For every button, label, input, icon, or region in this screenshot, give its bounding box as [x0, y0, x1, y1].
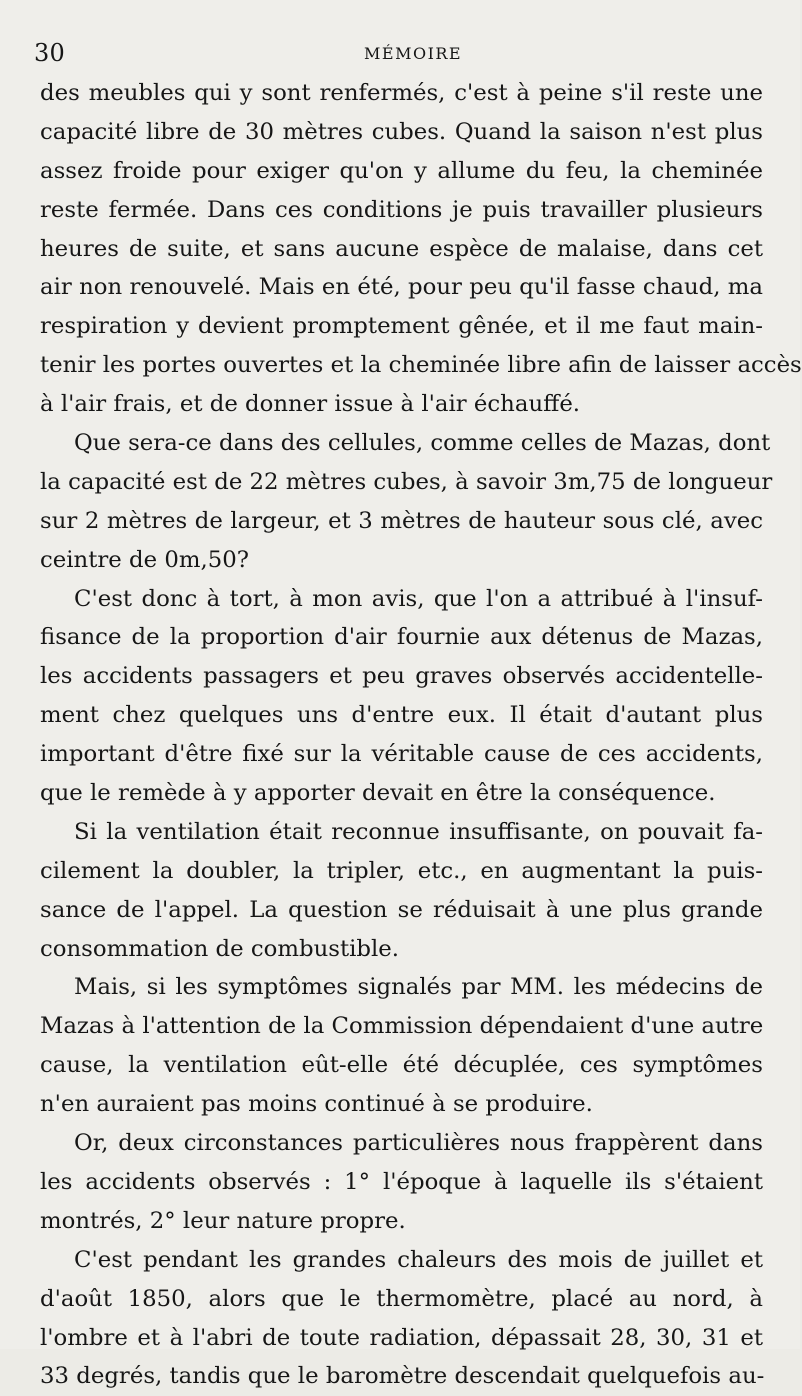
- text-line: Si la ventilation était reconnue insuffisante, on pouvait fa-: [74, 818, 763, 845]
- text-line: montrés, 2° leur nature propre.: [40, 1207, 406, 1234]
- text-line: air non renouvelé. Mais en été, pour peu qu'il fasse chaud, ma: [40, 274, 763, 301]
- text-line: Or, deux circonstances particulières nous frappèrent dans: [74, 1130, 763, 1157]
- text-line: Que sera-ce dans des cellules, comme celles de Mazas, dont: [74, 430, 771, 457]
- text-line: heures de suite, et sans aucune espèce de malaise, dans cet: [40, 235, 763, 262]
- text-line: ment chez quelques uns d'entre eux. Il était d'autant plus: [40, 702, 763, 729]
- text-line: fisance de la proportion d'air fournie aux détenus de Mazas,: [40, 624, 763, 651]
- text-line: important d'être fixé sur la véritable cause de ces accidents,: [40, 741, 763, 768]
- text-line: les accidents passagers et peu graves observés accidentelle-: [40, 663, 763, 690]
- text-line: assez froide pour exiger qu'on y allume du feu, la cheminée: [40, 157, 763, 184]
- text-line: des meubles qui y sont renfermés, c'est à peine s'il reste une: [40, 80, 763, 106]
- text-line: respiration y devient promptement gênée, et il me faut main-: [40, 313, 763, 340]
- text-line: ceintre de 0m,50?: [40, 546, 249, 573]
- text-line: C'est pendant les grandes chaleurs des mois de juillet et: [74, 1246, 763, 1273]
- text-line: à l'air frais, et de donner issue à l'air échauffé.: [40, 391, 581, 418]
- page-header: [34, 38, 764, 68]
- running-title: MÉMOIRE: [364, 44, 463, 63]
- text-line: sur 2 mètres de largeur, et 3 mètres de hauteur sous clé, avec: [40, 507, 763, 534]
- text-line: 33 degrés, tandis que le baromètre descendait quelquefois au-: [40, 1363, 765, 1390]
- text-line: tenir les portes ouvertes et la cheminée libre afin de laisser accès: [40, 352, 802, 379]
- page-number: 30: [34, 39, 65, 67]
- text-line: Mazas à l'attention de la Commission dépendaient d'une autre: [40, 1013, 764, 1040]
- body-text: [40, 74, 802, 1396]
- text-line: cause, la ventilation eût-elle été décuplée, ces symptômes: [40, 1052, 763, 1079]
- text-line: cilement la doubler, la tripler, etc., en augmentant la puis-: [40, 857, 763, 884]
- text-line: capacité libre de 30 mètres cubes. Quand la saison n'est plus: [40, 118, 763, 145]
- text-line: consommation de combustible.: [40, 935, 400, 962]
- text-line: reste fermée. Dans ces conditions je puis travailler plusieurs: [40, 196, 763, 223]
- text-line: Mais, si les symptômes signalés par MM. les médecins de: [74, 974, 763, 1001]
- text-line: C'est donc à tort, à mon avis, que l'on a attribué à l'insuf-: [74, 585, 763, 612]
- text-line: la capacité est de 22 mètres cubes, à savoir 3m,75 de longueur: [40, 468, 773, 495]
- text-line: l'ombre et à l'abri de toute radiation, dépassait 28, 30, 31 et: [40, 1324, 763, 1351]
- text-line: n'en auraient pas moins continué à se produire.: [40, 1091, 593, 1118]
- text-line: les accidents observés : 1° l'époque à laquelle ils s'étaient: [40, 1168, 763, 1195]
- text-line: d'août 1850, alors que le thermomètre, placé au nord, à: [40, 1285, 763, 1312]
- text-line: que le remède à y apporter devait en être la conséquence.: [40, 780, 716, 807]
- text-line: sance de l'appel. La question se réduisait à une plus grande: [40, 896, 763, 923]
